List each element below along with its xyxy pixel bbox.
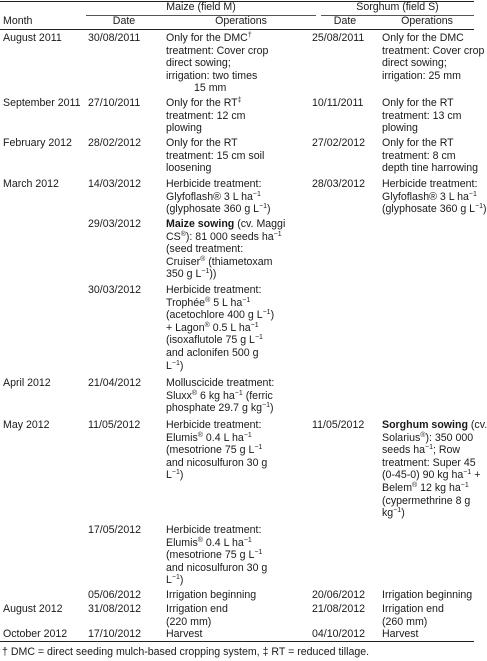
maize-date-cell: 11/05/2012: [88, 419, 141, 431]
sorghum-date-cell: 10/11/2011: [312, 97, 364, 109]
month-cell: September 2011: [3, 97, 81, 109]
maize-date-cell: 14/03/2012: [88, 178, 142, 190]
maize-date-cell: 17/10/2012: [88, 628, 142, 640]
table-footnote: † DMC = direct seeding mulch-based cropping system, ‡ RT = reduced tillage.: [2, 646, 370, 658]
sorghum-date-cell: 25/08/2011: [312, 32, 365, 44]
maize-date-cell: 27/10/2011: [88, 97, 141, 109]
maize-operation-cell: Molluscicide treatment: Sluxx® 6 kg $ha^{-1}$ (ferric phosphate 29.7 g $kg^{-1}$): [166, 377, 275, 415]
maize-date-cell: 31/08/2012: [88, 603, 142, 615]
sorghum-operation-cell: Only for the RT treatment: 8 cm depth tine harrowing: [382, 137, 478, 175]
maize-date-column-header: Date: [112, 15, 136, 27]
month-cell: August 2011: [3, 32, 62, 44]
maize-date-cell: 30/08/2011: [88, 32, 141, 44]
sorghum-date-cell: 11/05/2012: [312, 419, 365, 431]
sorghum-date-cell: 27/02/2012: [312, 137, 366, 149]
maize-date-cell: 29/03/2012: [88, 218, 142, 230]
month-cell: May 2012: [3, 419, 50, 431]
maize-operation-cell: Maize sowing (cv. Maggi CS®): 81 000 seeds $ha^{-1}$ (seed treatment: Cruiser® (thiametoxam 350 g $L^{-1}$)): [166, 218, 286, 281]
table-bottom-rule: [0, 641, 474, 642]
maize-date-cell: 28/02/2012: [88, 137, 142, 149]
maize-date-cell: 17/05/2012: [88, 524, 142, 536]
month-cell: April 2012: [3, 377, 51, 389]
sorghum-date-cell: 28/03/2012: [312, 178, 366, 190]
sorghum-operations-column-header: Operations: [401, 15, 453, 27]
header-bottom-rule: [0, 29, 474, 30]
maize-operation-cell: Herbicide treatment: Elumis® 0.4 L $ha^{-1}$ (mesotrione 75 g $L^{-1}$ and nicosulfuron 30 g $L^{-1}$): [166, 419, 268, 482]
month-column-header: Month: [3, 15, 33, 27]
sorghum-operation-cell: Herbicide treatment: Glyfoflash® 3 L $ha^{-1}$ (glyphosate 360 g $L^{-1}$): [382, 178, 487, 216]
maize-operations-column-header: Operations: [215, 15, 267, 27]
month-cell: August 2012: [3, 603, 63, 615]
maize-operation-cell: Only for the RT treatment: 15 cm soil loosening: [166, 137, 265, 175]
sorghum-date-cell: 21/08/2012: [312, 603, 366, 615]
sorghum-operation-cell: Sorghum sowing (cv. Solarius®): 350 000 seeds $ha^{-1}$; Row treatment: Super 45 (0-45-0) 90 kg $ha^{-1}$ + Belem® 12 kg $ha^{-1}$ (cypermethrine 8 g $kg^{-1}$): [382, 419, 487, 520]
month-cell: March 2012: [3, 178, 59, 190]
sorghum-date-cell: 20/06/2012: [312, 589, 366, 601]
maize-date-cell: 05/06/2012: [88, 589, 142, 601]
month-cell: October 2012: [3, 628, 68, 640]
sorghum-group-header: Sorghum (field S): [356, 1, 439, 13]
sorghum-date-cell: 04/10/2012: [312, 628, 366, 640]
maize-group-header: Maize (field M): [166, 1, 236, 13]
maize-date-cell: 21/04/2012: [88, 377, 142, 389]
maize-operation-cell: Irrigation beginning: [166, 589, 257, 601]
maize-operation-cell: Only for the RT‡ treatment: 12 cm plowing: [166, 97, 246, 135]
sorghum-operation-cell: Harvest: [382, 628, 419, 640]
sorghum-date-column-header: Date: [333, 15, 357, 27]
sorghum-operation-cell: Only for the DMC treatment: Cover crop direct sowing; irrigation: 25 mm: [382, 32, 485, 82]
maize-operation-cell: Herbicide treatment: Trophée® 5 L $ha^{-1}$ (acetochlore 400 g $L^{-1}$) + Lagon® 0.5 L $ha^{-1}$ (isoxaflutole 75 g $L^{-1}$ and aclonifen 500 g $L^{-1}$): [166, 284, 275, 372]
maize-operation-cell: Irrigation end (220 mm): [166, 603, 228, 628]
maize-date-cell: 30/03/2012: [88, 284, 142, 296]
sorghum-operation-cell: Irrigation end (260 mm): [382, 603, 444, 628]
maize-operation-cell: Only for the DMC† treatment: Cover crop direct sowing; irrigation: two times 15 mm: [166, 32, 269, 95]
maize-operation-cell: Herbicide treatment: Glyfoflash® 3 L $ha^{-1}$ (glyphosate 360 g $L^{-1}$): [166, 178, 271, 216]
maize-operation-cell: Herbicide treatment: Elumis® 0.4 L $ha^{-1}$ (mesotrione 75 g $L^{-1}$ and nicosulfuron 30 g $L^{-1}$): [166, 524, 268, 587]
sorghum-operation-cell: Irrigation beginning: [382, 589, 473, 601]
month-cell: February 2012: [3, 137, 72, 149]
sorghum-operation-cell: Only for the RT treatment: 13 cm plowing: [382, 97, 462, 135]
maize-operation-cell: Harvest: [166, 628, 203, 640]
